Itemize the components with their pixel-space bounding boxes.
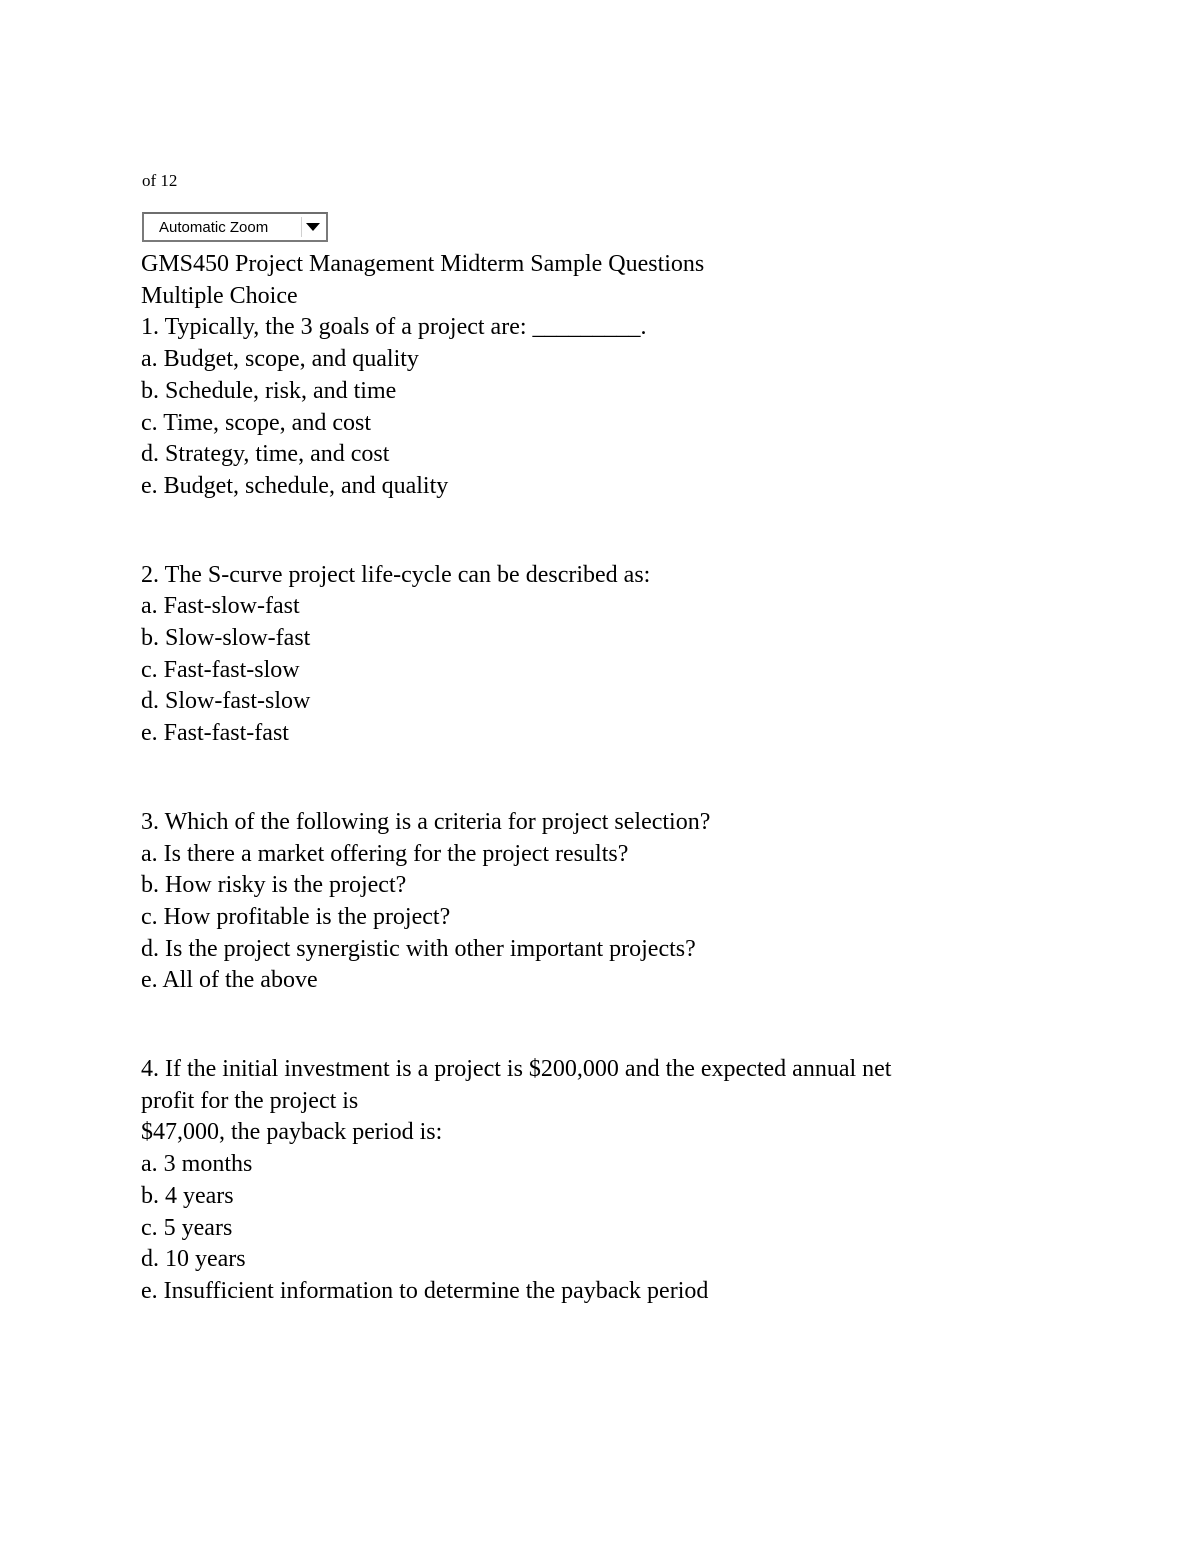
answer-option: d. Slow-fast-slow <box>141 688 311 715</box>
answer-option: a. 3 months <box>141 1151 253 1178</box>
answer-option: c. 5 years <box>141 1214 233 1241</box>
answer-option: a. Fast-slow-fast <box>141 593 300 620</box>
question-1 <box>141 312 1041 502</box>
section-heading: Multiple Choice <box>141 282 298 309</box>
answer-option: a. Is there a market offering for the project results? <box>141 840 629 867</box>
answer-option: b. Schedule, risk, and time <box>141 377 397 404</box>
answer-option: c. How profitable is the project? <box>141 903 451 930</box>
answer-option: e. Fast-fast-fast <box>141 720 289 747</box>
answer-option: c. Time, scope, and cost <box>141 409 371 436</box>
answer-option: b. How risky is the project? <box>141 872 407 899</box>
zoom-select[interactable] <box>142 212 328 242</box>
answer-option: b. Slow-slow-fast <box>141 625 311 652</box>
question-text: 1. Typically, the 3 goals of a project are: _________. <box>141 314 647 341</box>
question-text: $47,000, the payback period is: <box>141 1119 443 1146</box>
answer-option: a. Budget, scope, and quality <box>141 346 419 373</box>
answer-option: d. Strategy, time, and cost <box>141 441 390 468</box>
document-title: GMS450 Project Management Midterm Sample Questions <box>141 251 705 277</box>
answer-option: d. 10 years <box>141 1246 246 1273</box>
zoom-select-value: Automatic Zoom <box>159 219 269 236</box>
chevron-down-icon[interactable] <box>301 217 323 237</box>
answer-option: d. Is the project synergistic with other important projects? <box>141 935 696 962</box>
question-text: 3. Which of the following is a criteria for project selection? <box>141 808 711 835</box>
answer-option: e. Insufficient information to determine the payback period <box>141 1277 709 1304</box>
answer-option: b. 4 years <box>141 1182 234 1209</box>
question-2 <box>141 560 1041 750</box>
answer-option: e. Budget, schedule, and quality <box>141 472 449 499</box>
question-4 <box>141 1054 1041 1308</box>
question-3 <box>141 807 1041 997</box>
question-text: 4. If the initial investment is a project is $200,000 and the expected annual net <box>141 1056 892 1083</box>
answer-option: c. Fast-fast-slow <box>141 656 300 683</box>
question-text: 2. The S-curve project life-cycle can be described as: <box>141 561 651 588</box>
answer-option: e. All of the above <box>141 967 318 994</box>
question-text: profit for the project is <box>141 1087 359 1114</box>
document-content <box>141 249 1041 1308</box>
page-count: of 12 <box>142 171 178 190</box>
